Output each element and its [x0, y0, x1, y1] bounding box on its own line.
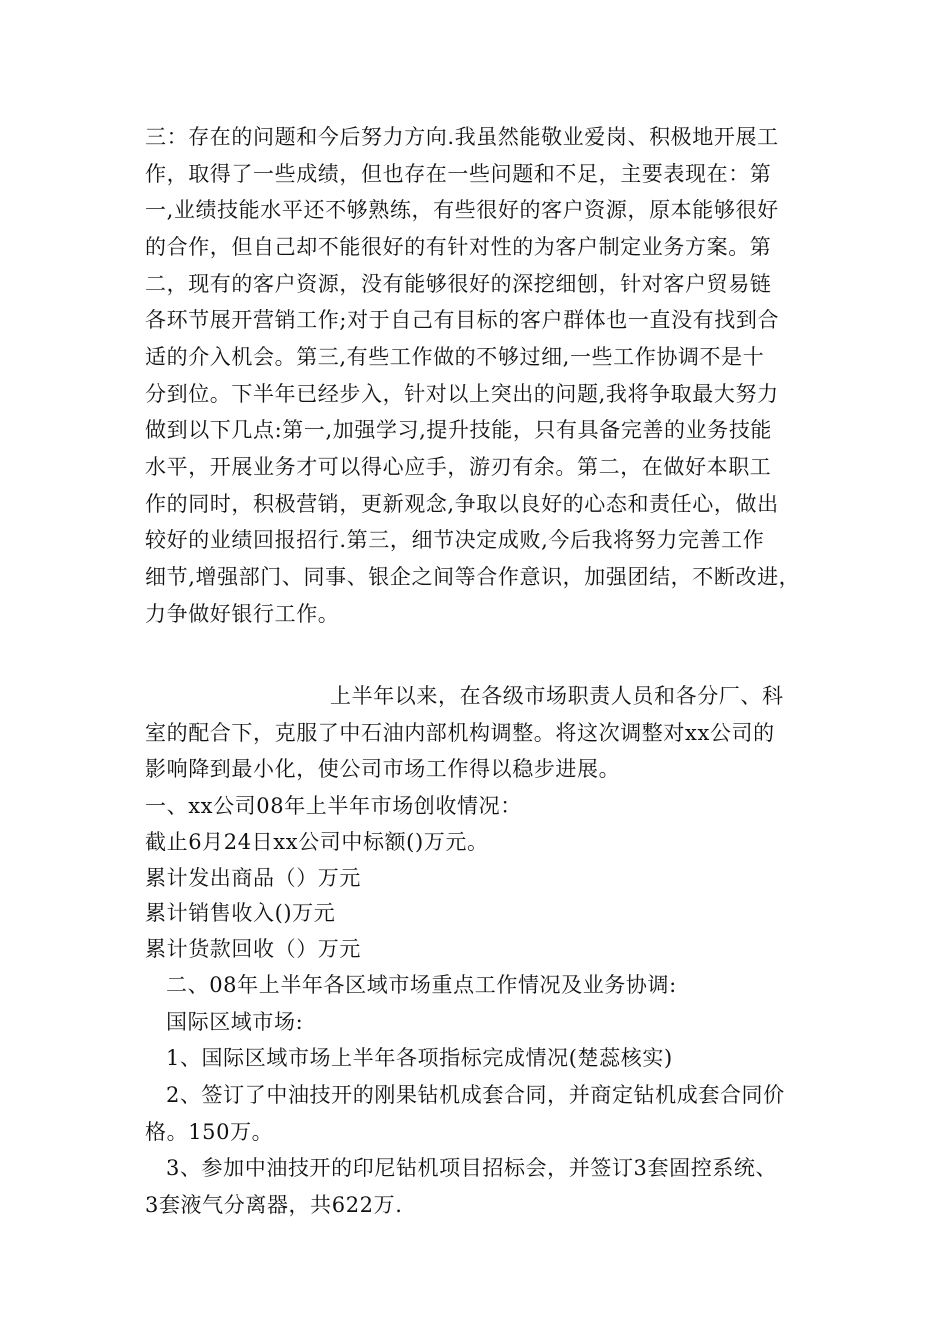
text-line: 影响降到最小化，使公司市场工作得以稳步进展。 — [145, 757, 621, 781]
text-line: 国际区域市场: — [166, 1010, 304, 1034]
text-line: 二，现有的客户资源，没有能够很好的深挖细刨，针对客户贸易链 — [145, 272, 772, 296]
text-line: 的合作，但自己却不能很好的有针对性的为客户制定业务方案。第 — [145, 235, 772, 259]
text-line: 三：存在的问题和今后努力方向.我虽然能敬业爱岗、积极地开展工 — [145, 125, 779, 149]
text-line: 做到以下几点:第一,加强学习,提升技能，只有具备完善的业务技能 — [145, 418, 773, 442]
text-line: 3套液气分离器，共622万. — [145, 1193, 403, 1217]
text-line: 累计发出商品（）万元 — [145, 866, 361, 890]
text-line: 室的配合下，克服了中石油内部机构调整。将这次调整对xx公司的 — [145, 721, 775, 745]
text-line: 作，取得了一些成绩，但也存在一些问题和不足，主要表现在：第 — [145, 162, 772, 186]
section-heading: 二、08年上半年各区域市场重点工作情况及业务协调: — [166, 973, 677, 997]
text-line: 上半年以来，在各级市场职责人员和各分厂、科 — [330, 684, 784, 708]
text-line: 力争做好银行工作。 — [145, 602, 340, 626]
text-line: 作的同时，积极营销，更新观念,争取以良好的心态和责任心，做出 — [145, 492, 779, 516]
text-line: 各环节展开营销工作;对于自己有目标的客户群体也一直没有找到合 — [145, 308, 780, 332]
text-line: 水平，开展业务才可以得心应手，游刃有余。第二，在做好本职工 — [145, 455, 772, 479]
text-line: 分到位。下半年已经步入，针对以上突出的问题,我将争取最大努力 — [145, 382, 779, 406]
text-line: 累计货款回收（）万元 — [145, 937, 361, 961]
text-line: 格。150万。 — [145, 1120, 274, 1144]
text-line: 3、参加中油技开的印尼钻机项目招标会，并签订3套固控系统、 — [166, 1156, 778, 1180]
text-line: 1、国际区域市场上半年各项指标完成情况(楚蕊核实) — [166, 1046, 673, 1070]
text-line: 累计销售收入()万元 — [145, 901, 336, 925]
text-line: 一,业绩技能水平还不够熟练，有些很好的客户资源，原本能够很好 — [145, 198, 779, 222]
text-line: 细节,增强部门、同事、银企之间等合作意识，加强团结，不断改进， — [145, 565, 801, 589]
section-heading: 一、xx公司08年上半年市场创收情况： — [145, 794, 522, 818]
text-line: 2、签订了中油技开的刚果钻机成套合同，并商定钻机成套合同价 — [166, 1083, 785, 1107]
text-line: 适的介入机会。第三,有些工作做的不够过细,一些工作协调不是十 — [145, 345, 765, 369]
text-line: 截止6月24日xx公司中标额()万元。 — [145, 830, 489, 854]
text-line: 较好的业绩回报招行.第三，细节决定成败,今后我将努力完善工作 — [145, 528, 765, 552]
